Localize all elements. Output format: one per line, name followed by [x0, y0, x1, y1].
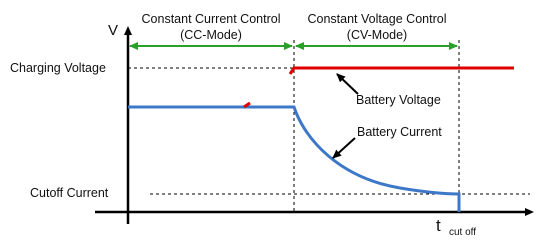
- battery-voltage-label: Battery Voltage: [356, 93, 441, 107]
- t-cutoff-label: t: [436, 216, 441, 235]
- y-axis-label: V: [108, 22, 119, 39]
- t-cutoff-subscript: cut off: [449, 227, 477, 238]
- cv-title-line2: (CV-Mode): [346, 28, 408, 42]
- cv-title-line1: Constant Voltage Control: [307, 12, 447, 26]
- cc-title-line1: Constant Current Control: [141, 12, 281, 26]
- charging-voltage-label: Charging Voltage: [10, 61, 106, 75]
- battery-current-pointer: [333, 138, 355, 158]
- battery-current-label: Battery Current: [357, 125, 442, 139]
- battery-voltage-pointer: [337, 74, 358, 94]
- battery-voltage-curve: [290, 68, 514, 74]
- cutoff-current-label: Cutoff Current: [30, 186, 109, 200]
- cc-title-line2: (CC-Mode): [180, 28, 242, 42]
